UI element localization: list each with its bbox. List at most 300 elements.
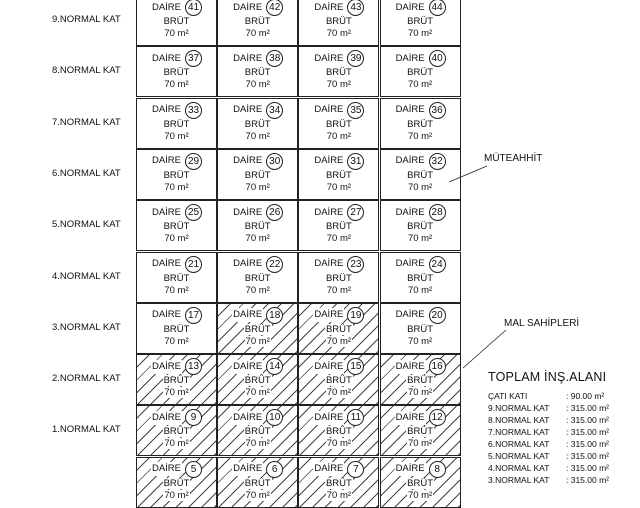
unit-gross-label [218,119,297,131]
summary-floor: 3.NORMAL KAT [488,475,550,485]
unit-gross-text: BRÜT [163,16,190,27]
apartment-cell [136,252,217,303]
unit-gross-label [218,324,297,336]
unit-gross-text: BRÜT [325,272,352,284]
unit-area [299,285,378,297]
apartment-cell [136,98,217,149]
unit-number: 18 [266,307,283,324]
unit-gross-label [299,478,378,490]
summary-floor: 4.NORMAL KAT [488,463,550,473]
unit-gross-label [299,375,378,387]
apartment-cell [380,200,461,251]
unit-gross-label [299,16,378,28]
unit-area-text: 70 m² [326,28,352,39]
unit-heading [218,358,297,375]
unit-type-label: DAİRE [233,1,263,13]
unit-heading [137,256,216,273]
unit-number: 19 [347,307,364,324]
unit-gross-label [381,478,460,490]
unit-gross-text: BRÜT [244,221,271,233]
unit-heading [137,461,216,478]
unit-area-text: 70 m² [326,387,352,399]
floor-label: 8.NORMAL KAT [52,65,121,77]
unit-number: 44 [429,0,446,16]
unit-area-text: 70 m² [407,284,433,296]
unit-type-label: DAİRE [395,52,425,64]
unit-area [381,233,460,245]
unit-gross-label [137,119,216,131]
unit-area-text: 70 m² [164,489,189,501]
unit-type-label: DAİRE [395,206,425,218]
unit-gross-text: BRÜT [163,221,190,233]
apartment-cell [380,303,461,354]
unit-number: 40 [429,50,446,67]
summary-floor: 7.NORMAL KAT [488,427,550,437]
unit-type-label: DAİRE [314,104,344,116]
unit-heading [381,153,460,170]
apartment-cell [298,354,379,405]
unit-gross-label [218,478,297,490]
unit-type-label: DAİRE [233,258,263,269]
construction-area-summary [488,370,638,486]
summary-row [488,426,638,438]
unit-heading [218,204,297,221]
apartment-cell [298,200,379,251]
unit-type-label: DAİRE [233,155,263,167]
apartment-cell [217,98,298,149]
unit-heading [381,358,460,375]
unit-number: 28 [429,204,446,221]
unit-number: 32 [429,153,446,170]
unit-area-text: 70 m² [326,335,352,347]
unit-number: 8 [429,461,446,478]
unit-gross-text: BRÜT [407,426,434,438]
floor-label: 3.NORMAL KAT [52,321,121,333]
unit-heading [299,50,378,67]
apartment-cell [217,200,298,251]
unit-area [137,131,216,143]
summary-area: : 315.00 m² [566,415,609,425]
unit-area [218,79,297,91]
unit-gross-label [218,375,297,387]
apartment-grid [136,0,461,501]
unit-area [381,182,460,194]
unit-area [299,131,378,143]
summary-row [488,414,638,426]
unit-gross-text: BRÜT [244,67,271,79]
unit-heading [381,50,460,67]
unit-type-label: DAİRE [151,411,182,423]
unit-gross-label [218,170,297,182]
unit-gross-label [299,67,378,79]
unit-area-text: 70 m² [407,387,433,399]
unit-area [299,28,378,40]
unit-heading [137,153,216,170]
unit-number: 24 [429,256,446,273]
unit-gross-label [137,324,216,336]
unit-number: 25 [185,204,202,221]
unit-area-text: 70 m² [407,79,433,91]
unit-heading [299,0,378,16]
unit-gross-label [137,426,216,438]
unit-area-text: 70 m² [245,387,270,399]
unit-gross-label [137,221,216,233]
unit-number: 11 [347,409,364,426]
unit-gross-text: BRÜT [244,16,271,27]
summary-area: : 315.00 m² [566,427,609,437]
unit-gross-label [137,478,216,490]
unit-gross-text: BRÜT [325,477,352,489]
apartment-cell [380,98,461,149]
unit-area-text: 70 m² [245,335,270,347]
unit-type-label: DAİRE [233,463,263,475]
unit-type-label: DAİRE [151,104,182,116]
unit-gross-text: BRÜT [244,169,271,181]
unit-number: 36 [429,102,446,119]
unit-gross-text: BRÜT [325,221,352,233]
unit-type-label: DAİRE [314,52,344,64]
apartment-cell [217,303,298,354]
apartment-cell [217,0,298,46]
unit-heading [381,256,460,273]
unit-area-text: 70 m² [326,438,352,450]
apartment-cell [136,0,217,46]
apartment-cell [380,252,461,303]
unit-gross-text: BRÜT [163,272,190,284]
unit-area-text: 70 m² [407,181,433,193]
unit-gross-text: BRÜT [407,477,434,489]
unit-area [137,285,216,297]
unit-area [218,336,297,348]
unit-type-label: DAİRE [395,309,425,321]
unit-number: 41 [185,0,202,16]
unit-gross-text: BRÜT [325,323,352,335]
unit-gross-label [381,426,460,438]
unit-gross-label [218,67,297,79]
unit-gross-text: BRÜT [244,426,271,438]
apartment-cell [217,354,298,405]
unit-gross-label [218,16,297,28]
unit-area-text: 70 m² [245,489,270,501]
apartment-cell [136,149,217,200]
unit-area-text: 70 m² [326,130,352,142]
unit-gross-text: BRÜT [407,375,434,387]
unit-heading [381,102,460,119]
unit-gross-text: BRÜT [325,67,352,79]
unit-area-text: 70 m² [407,28,433,39]
unit-gross-label [299,119,378,131]
summary-row [488,402,638,414]
summary-floor: 5.NORMAL KAT [488,451,550,461]
unit-number: 37 [185,50,202,67]
floor-label: 4.NORMAL KAT [52,270,121,282]
summary-floor: 9.NORMAL KAT [488,403,550,413]
unit-number: 42 [266,0,283,16]
unit-area [137,336,216,348]
apartment-cell [136,457,217,508]
unit-area-text: 70 m² [407,489,433,501]
unit-gross-text: BRÜT [325,426,352,438]
unit-number: 21 [185,256,202,273]
unit-area-text: 70 m² [245,28,270,39]
unit-gross-text: BRÜT [244,375,271,387]
unit-gross-label [381,273,460,285]
apartment-cell [217,46,298,97]
unit-gross-label [299,170,378,182]
summary-area: : 315.00 m² [566,475,609,485]
unit-heading [137,102,216,119]
unit-gross-text: BRÜT [244,323,271,335]
unit-number: 9 [185,409,202,426]
summary-row [488,462,638,474]
unit-gross-label [381,221,460,233]
summary-floor: 8.NORMAL KAT [488,415,550,425]
unit-gross-text: BRÜT [163,375,190,387]
unit-type-label: DAİRE [395,155,425,167]
unit-area-text: 70 m² [326,284,352,296]
unit-type-label: DAİRE [395,104,425,116]
unit-number: 34 [266,102,283,119]
apartment-cell [298,0,379,46]
unit-gross-text: BRÜT [244,477,271,489]
floor-label: 1.NORMAL KAT [52,424,121,436]
unit-number: 10 [266,409,283,426]
unit-area-text: 70 m² [326,181,352,193]
apartment-cell [380,354,461,405]
apartment-cell [217,252,298,303]
unit-gross-text: BRÜT [163,323,190,335]
unit-gross-label [137,67,216,79]
unit-type-label: DAİRE [314,206,344,218]
unit-heading [137,358,216,375]
unit-type-label: DAİRE [151,463,182,475]
unit-area-text: 70 m² [164,335,189,347]
unit-gross-label [381,324,460,336]
unit-area [218,490,297,502]
apartment-cell [380,149,461,200]
apartment-cell [136,354,217,405]
apartment-cell [380,405,461,456]
unit-area-text: 70 m² [245,181,270,193]
summary-floor: ÇATI KATI [488,391,528,401]
summary-area: : 315.00 m² [566,451,609,461]
unit-area-text: 70 m² [245,284,270,296]
unit-heading [137,409,216,426]
unit-gross-label [137,375,216,387]
unit-gross-label [381,119,460,131]
unit-type-label: DAİRE [151,309,182,321]
summary-row [488,390,638,402]
unit-heading [218,153,297,170]
unit-area [137,233,216,245]
unit-heading [299,358,378,375]
unit-number: 20 [429,307,446,324]
unit-gross-text: BRÜT [407,169,434,181]
unit-area [137,182,216,194]
summary-area: : 315.00 m² [566,403,609,413]
unit-number: 15 [347,358,364,375]
unit-area [218,285,297,297]
unit-heading [218,50,297,67]
unit-type-label: DAİRE [151,1,182,13]
unit-area-text: 70 m² [164,79,189,91]
unit-area-text: 70 m² [407,130,433,142]
unit-gross-label [299,324,378,336]
unit-heading [299,307,378,324]
unit-number: 13 [185,358,202,375]
unit-area-text: 70 m² [164,438,189,450]
unit-type-label: DAİRE [395,258,425,269]
apartment-cell [298,46,379,97]
unit-heading [218,409,297,426]
unit-area [137,79,216,91]
unit-heading [299,409,378,426]
unit-heading [218,0,297,16]
apartment-cell [136,200,217,251]
unit-type-label: DAİRE [314,309,344,321]
unit-area-text: 70 m² [407,335,433,347]
unit-type-label: DAİRE [314,360,344,372]
unit-area [137,438,216,450]
unit-area [299,336,378,348]
unit-gross-text: BRÜT [325,118,352,130]
unit-area-text: 70 m² [326,489,352,501]
summary-title: TOPLAM İNŞ.ALANI [488,370,607,384]
apartment-cell [217,457,298,508]
unit-area [218,233,297,245]
unit-gross-text: BRÜT [325,169,352,181]
unit-number: 12 [429,409,446,426]
unit-number: 14 [266,358,283,375]
owners-leader [463,330,506,368]
unit-gross-text: BRÜT [163,169,190,181]
unit-area [299,79,378,91]
unit-heading [137,204,216,221]
unit-number: 23 [347,256,364,273]
unit-number: 38 [266,50,283,67]
apartment-cell [217,149,298,200]
unit-heading [137,307,216,324]
summary-area: : 315.00 m² [566,463,609,473]
unit-number: 31 [347,153,364,170]
unit-area [218,438,297,450]
unit-gross-label [381,170,460,182]
unit-area [299,387,378,399]
unit-number: 17 [185,307,202,324]
unit-type-label: DAİRE [314,463,344,475]
unit-heading [299,204,378,221]
summary-floor: 6.NORMAL KAT [488,439,550,449]
unit-heading [218,256,297,273]
unit-area [381,285,460,297]
unit-number: 7 [347,461,364,478]
unit-area-text: 70 m² [164,233,189,245]
unit-number: 30 [266,153,283,170]
unit-gross-label [137,170,216,182]
unit-heading [299,102,378,119]
unit-heading [381,204,460,221]
summary-rows [488,390,638,486]
unit-type-label: DAİRE [314,258,344,269]
unit-area-text: 70 m² [245,233,270,245]
unit-type-label: DAİRE [233,309,263,321]
unit-number: 22 [266,256,283,273]
apartment-cell [298,457,379,508]
unit-number: 16 [429,358,446,375]
summary-row [488,438,638,450]
unit-number: 33 [185,102,202,119]
unit-type-label: DAİRE [233,411,263,423]
summary-area: : 315.00 m² [566,439,609,449]
unit-area [381,438,460,450]
apartment-cell [136,46,217,97]
unit-gross-label [299,426,378,438]
unit-area [218,28,297,40]
unit-gross-text: BRÜT [407,118,434,130]
unit-gross-label [218,426,297,438]
unit-heading [381,461,460,478]
unit-type-label: DAİRE [395,1,425,13]
apartment-cell [380,46,461,97]
floor-label: 7.NORMAL KAT [52,116,121,128]
unit-area-text: 70 m² [326,233,352,245]
unit-heading [299,461,378,478]
unit-area-text: 70 m² [164,284,189,296]
unit-gross-label [137,273,216,285]
unit-area-text: 70 m² [245,438,270,450]
unit-area-text: 70 m² [164,181,189,193]
apartment-cell [380,457,461,508]
unit-area [299,490,378,502]
unit-area [299,182,378,194]
unit-heading [137,0,216,16]
unit-area [218,182,297,194]
unit-area [381,336,460,348]
unit-type-label: DAİRE [314,155,344,167]
apartment-cell [380,0,461,46]
unit-heading [218,307,297,324]
unit-type-label: DAİRE [395,360,425,372]
unit-type-label: DAİRE [395,463,425,475]
unit-gross-label [137,16,216,28]
unit-type-label: DAİRE [151,52,182,64]
unit-area [218,131,297,143]
unit-area-text: 70 m² [245,130,270,142]
owners-label: MAL SAHİPLERİ [504,318,580,329]
unit-gross-label [381,67,460,79]
unit-number: 5 [185,461,202,478]
floor-label: 2.NORMAL KAT [52,373,121,385]
unit-gross-text: BRÜT [407,323,434,335]
unit-gross-label [218,221,297,233]
contractor-label: MÜTEAHHİT [484,153,543,164]
floor-label: 6.NORMAL KAT [52,167,121,179]
unit-type-label: DAİRE [151,155,182,167]
unit-heading [381,0,460,16]
unit-gross-text: BRÜT [163,118,190,130]
unit-area [218,387,297,399]
unit-type-label: DAİRE [151,258,182,269]
apartment-cell [298,303,379,354]
unit-heading [137,50,216,67]
unit-type-label: DAİRE [233,104,263,116]
unit-area [137,28,216,40]
apartment-cell [136,405,217,456]
unit-heading [218,461,297,478]
unit-gross-text: BRÜT [407,16,434,27]
unit-number: 29 [185,153,202,170]
unit-gross-text: BRÜT [244,118,271,130]
